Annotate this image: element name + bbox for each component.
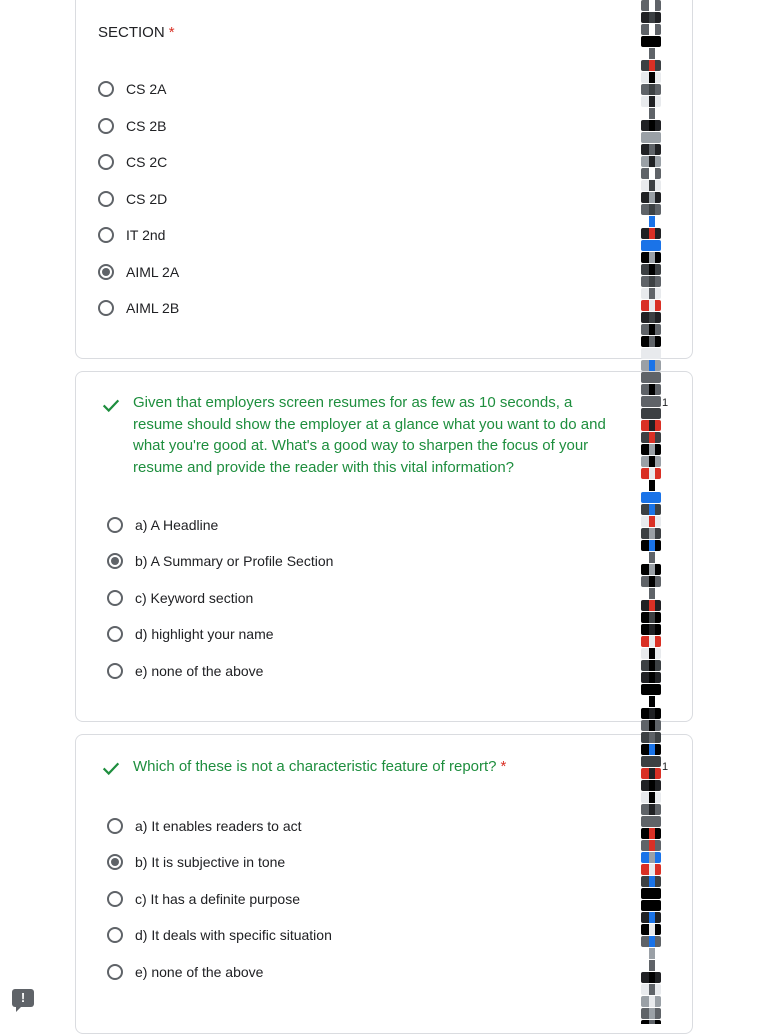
artifact-cell xyxy=(641,624,661,635)
artifact-cell xyxy=(641,564,661,575)
correct-check-icon xyxy=(100,394,122,416)
radio-button-selected[interactable] xyxy=(107,553,123,569)
radio-option[interactable] xyxy=(107,513,218,537)
radio-button[interactable] xyxy=(98,118,114,134)
artifact-cell xyxy=(641,612,661,623)
artifact-cell xyxy=(641,888,661,899)
radio-option[interactable] xyxy=(107,586,253,610)
radio-option-label: CS 2B xyxy=(126,117,167,134)
artifact-cell xyxy=(641,864,661,875)
radio-option-label: CS 2D xyxy=(126,190,168,207)
correct-check-icon xyxy=(100,757,122,779)
artifact-cell xyxy=(641,576,661,587)
radio-button[interactable] xyxy=(107,626,123,642)
artifact-cell xyxy=(641,72,661,83)
artifact-cell xyxy=(641,684,661,695)
question-card-report-feature xyxy=(75,734,693,1034)
artifact-cell xyxy=(641,480,661,491)
radio-option-label: CS 2A xyxy=(126,81,167,97)
artifact-cell xyxy=(641,600,661,611)
radio-button[interactable] xyxy=(98,191,114,207)
artifact-cell xyxy=(641,204,661,215)
artifact-cell xyxy=(641,528,661,539)
radio-option-label: c) It has a definite purpose xyxy=(135,890,300,907)
radio-option-label: a) It enables readers to act xyxy=(135,818,302,834)
radio-option[interactable] xyxy=(107,923,332,947)
artifact-cell xyxy=(641,996,661,1007)
artifact-cell xyxy=(641,144,661,155)
radio-button[interactable] xyxy=(107,517,123,533)
radio-option-label: d) It deals with specific situation xyxy=(135,927,332,944)
radio-option[interactable] xyxy=(98,150,167,174)
radio-option[interactable] xyxy=(107,549,333,573)
question-text-content: Which of these is not a characteristic feature of report? xyxy=(133,758,497,775)
artifact-cell xyxy=(641,828,661,839)
artifact-cell xyxy=(641,444,661,455)
artifact-cell xyxy=(641,792,661,803)
radio-option[interactable] xyxy=(98,114,166,138)
artifact-cell xyxy=(641,696,661,707)
radio-option-label: b) It is subjective in tone xyxy=(135,854,286,871)
artifact-cell xyxy=(641,276,661,287)
question-title xyxy=(98,24,175,41)
side-number: 1 xyxy=(662,761,669,773)
artifact-cell xyxy=(641,396,661,407)
artifact-cell xyxy=(641,648,661,659)
artifact-cell xyxy=(641,108,661,119)
radio-button[interactable] xyxy=(107,818,123,834)
artifact-cell xyxy=(641,60,661,71)
artifact-cell xyxy=(641,936,661,947)
artifact-cell xyxy=(641,36,661,47)
radio-option-label: c) Keyword section xyxy=(135,589,254,606)
radio-option-label: CS 2C xyxy=(126,154,168,170)
artifact-cell xyxy=(641,804,661,815)
radio-button[interactable] xyxy=(107,964,123,980)
radio-option[interactable] xyxy=(107,850,285,874)
artifact-cell xyxy=(641,492,661,503)
artifact-cell xyxy=(641,180,661,191)
artifact-cell xyxy=(641,732,661,743)
radio-option[interactable] xyxy=(107,814,302,838)
artifact-cell xyxy=(641,552,661,563)
artifact-cell xyxy=(641,924,661,935)
radio-option[interactable] xyxy=(98,187,167,211)
artifact-cell xyxy=(641,384,661,395)
question-card-resume-focus xyxy=(75,371,693,722)
artifact-cell xyxy=(641,312,661,323)
section-question-card xyxy=(75,0,693,359)
artifact-cell xyxy=(641,168,661,179)
side-number: 1 xyxy=(662,397,669,409)
radio-button[interactable] xyxy=(98,81,114,97)
artifact-cell xyxy=(641,672,661,683)
report-feedback-icon[interactable]: ! xyxy=(12,989,34,1007)
artifact-cell xyxy=(641,756,661,767)
radio-button-selected[interactable] xyxy=(107,854,123,870)
artifact-cell xyxy=(641,840,661,851)
artifact-cell xyxy=(641,900,661,911)
radio-option-label: AIML 2A xyxy=(126,263,180,280)
side-artifact-strip xyxy=(641,0,661,1024)
radio-button[interactable] xyxy=(107,663,123,679)
artifact-cell xyxy=(641,420,661,431)
artifact-cell xyxy=(641,360,661,371)
artifact-cell xyxy=(641,96,661,107)
artifact-cell xyxy=(641,972,661,983)
artifact-cell xyxy=(641,456,661,467)
radio-option-label: IT 2nd xyxy=(126,227,166,243)
artifact-cell xyxy=(641,540,661,551)
radio-option[interactable] xyxy=(107,960,263,984)
artifact-cell xyxy=(641,744,661,755)
artifact-cell xyxy=(641,300,661,311)
artifact-cell xyxy=(641,372,661,383)
radio-button[interactable] xyxy=(107,927,123,943)
artifact-cell xyxy=(641,504,661,515)
radio-option-label: AIML 2B xyxy=(126,300,180,316)
artifact-cell xyxy=(641,816,661,827)
artifact-cell xyxy=(641,984,661,995)
artifact-cell xyxy=(641,1020,661,1024)
artifact-cell xyxy=(641,216,661,227)
artifact-cell xyxy=(641,192,661,203)
artifact-cell xyxy=(641,0,661,11)
artifact-cell xyxy=(641,852,661,863)
radio-option[interactable] xyxy=(107,659,263,683)
artifact-cell xyxy=(641,660,661,671)
radio-button[interactable] xyxy=(107,891,123,907)
artifact-cell xyxy=(641,876,661,887)
radio-option-label: e) none of the above xyxy=(135,662,264,679)
radio-option[interactable] xyxy=(98,77,166,101)
artifact-cell xyxy=(641,948,661,959)
question-title-text: SECTION xyxy=(98,24,165,41)
radio-option-label: a) A Headline xyxy=(135,517,219,533)
artifact-cell xyxy=(641,120,661,131)
artifact-cell xyxy=(641,960,661,971)
artifact-cell xyxy=(641,84,661,95)
radio-button[interactable] xyxy=(98,154,114,170)
radio-button[interactable] xyxy=(98,227,114,243)
question-text xyxy=(133,756,625,778)
radio-option[interactable] xyxy=(107,887,300,911)
artifact-cell xyxy=(641,912,661,923)
required-asterisk: * xyxy=(168,24,175,41)
artifact-cell xyxy=(641,636,661,647)
radio-option-label: b) A Summary or Profile Section xyxy=(135,553,334,570)
artifact-cell xyxy=(641,408,661,419)
artifact-cell xyxy=(641,48,661,59)
artifact-cell xyxy=(641,768,661,779)
artifact-cell xyxy=(641,1008,661,1019)
radio-option[interactable] xyxy=(98,260,179,284)
artifact-cell xyxy=(641,156,661,167)
artifact-cell xyxy=(641,708,661,719)
question-text: Given that employers screen resumes for as few as 10 seconds, a resume should show the employer at a glance what you want to do and what you're good at. What's a good way to sharpen the focus of your resume and provide the reader with this vital information? xyxy=(133,394,606,477)
artifact-cell xyxy=(641,240,661,251)
radio-option[interactable] xyxy=(98,296,179,320)
artifact-cell xyxy=(641,336,661,347)
radio-option-label: e) none of the above xyxy=(135,963,264,980)
artifact-cell xyxy=(641,24,661,35)
artifact-cell xyxy=(641,348,661,359)
radio-option[interactable] xyxy=(107,622,274,646)
artifact-cell xyxy=(641,780,661,791)
radio-button[interactable] xyxy=(107,590,123,606)
artifact-cell xyxy=(641,132,661,143)
artifact-cell xyxy=(641,516,661,527)
radio-button[interactable] xyxy=(98,300,114,316)
artifact-cell xyxy=(641,324,661,335)
artifact-cell xyxy=(641,468,661,479)
artifact-cell xyxy=(641,588,661,599)
radio-button-selected[interactable] xyxy=(98,264,114,280)
radio-option-label: d) highlight your name xyxy=(135,626,274,643)
artifact-cell xyxy=(641,264,661,275)
radio-option[interactable] xyxy=(98,223,165,247)
required-asterisk: * xyxy=(500,758,507,775)
artifact-cell xyxy=(641,432,661,443)
artifact-cell xyxy=(641,288,661,299)
artifact-cell xyxy=(641,228,661,239)
artifact-cell xyxy=(641,720,661,731)
artifact-cell xyxy=(641,12,661,23)
artifact-cell xyxy=(641,252,661,263)
